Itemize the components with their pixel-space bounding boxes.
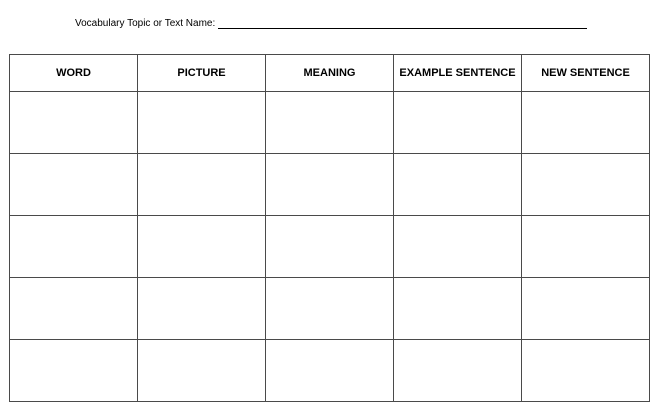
new-sentence-cell[interactable] xyxy=(522,278,650,340)
picture-cell[interactable] xyxy=(138,216,266,278)
column-header-example-sentence: EXAMPLE SENTENCE xyxy=(394,55,522,92)
new-sentence-cell[interactable] xyxy=(522,92,650,154)
table-row xyxy=(10,92,650,154)
vocabulary-table xyxy=(9,54,650,402)
new-sentence-cell[interactable] xyxy=(522,340,650,402)
topic-input-line[interactable] xyxy=(218,18,587,29)
column-header-meaning: MEANING xyxy=(266,55,394,92)
example-sentence-cell[interactable] xyxy=(394,278,522,340)
meaning-cell[interactable] xyxy=(266,278,394,340)
meaning-cell[interactable] xyxy=(266,216,394,278)
meaning-cell[interactable] xyxy=(266,92,394,154)
topic-label: Vocabulary Topic or Text Name: xyxy=(75,18,216,29)
example-sentence-cell[interactable] xyxy=(394,340,522,402)
picture-cell[interactable] xyxy=(138,278,266,340)
picture-cell[interactable] xyxy=(138,154,266,216)
word-cell[interactable] xyxy=(10,340,138,402)
table-row xyxy=(10,154,650,216)
word-cell[interactable] xyxy=(10,278,138,340)
example-sentence-cell[interactable] xyxy=(394,154,522,216)
table-row xyxy=(10,278,650,340)
table-row xyxy=(10,340,650,402)
meaning-cell[interactable] xyxy=(266,340,394,402)
example-sentence-cell[interactable] xyxy=(394,216,522,278)
picture-cell[interactable] xyxy=(138,92,266,154)
example-sentence-cell[interactable] xyxy=(394,92,522,154)
column-header-word: WORD xyxy=(10,55,138,92)
new-sentence-cell[interactable] xyxy=(522,154,650,216)
new-sentence-cell[interactable] xyxy=(522,216,650,278)
column-header-picture: PICTURE xyxy=(138,55,266,92)
word-cell[interactable] xyxy=(10,216,138,278)
table-row xyxy=(10,216,650,278)
word-cell[interactable] xyxy=(10,92,138,154)
header-row xyxy=(10,55,650,92)
meaning-cell[interactable] xyxy=(266,154,394,216)
column-header-new-sentence: NEW SENTENCE xyxy=(522,55,650,92)
topic-line xyxy=(75,16,587,30)
picture-cell[interactable] xyxy=(138,340,266,402)
word-cell[interactable] xyxy=(10,154,138,216)
